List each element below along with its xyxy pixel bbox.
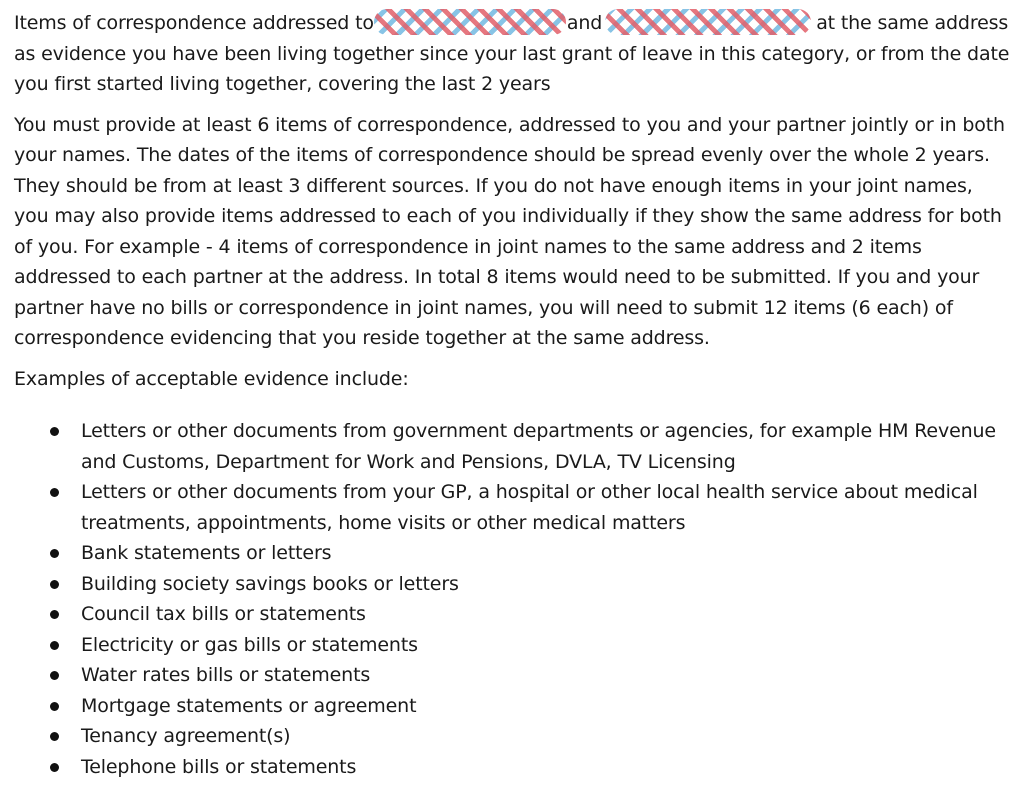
bullet-icon xyxy=(50,671,59,680)
evidence-list xyxy=(14,416,1010,782)
redacted-name-2 xyxy=(605,9,811,35)
bullet-icon xyxy=(50,488,59,497)
bullet-icon xyxy=(50,427,59,436)
list-item xyxy=(81,721,1010,752)
bullet-icon xyxy=(50,580,59,589)
list-item xyxy=(81,477,1010,538)
heading-text-start: Items of correspondence addressed to xyxy=(14,12,374,34)
list-item xyxy=(81,538,1010,569)
list-item-text: Electricity or gas bills or statements xyxy=(81,633,418,656)
list-item-text: Council tax bills or statements xyxy=(81,603,366,625)
list-item-text: Mortgage statements or agreement xyxy=(81,694,417,717)
bullet-icon xyxy=(50,732,59,741)
bullet-icon xyxy=(50,763,59,772)
list-item xyxy=(81,569,1010,600)
heading-text-end: at the same address as evidence you have been living together since your last grant of leave in this category, or from the date you first started living together, covering the last 2 years xyxy=(14,12,1010,95)
examples-intro: Examples of acceptable evidence include: xyxy=(14,367,409,390)
correspondence-heading xyxy=(14,8,1010,100)
bullet-icon xyxy=(50,549,59,558)
list-item-text: Water rates bills or statements xyxy=(81,664,371,686)
bullet-icon xyxy=(50,610,59,619)
list-item-text: Telephone bills or statements xyxy=(81,755,357,778)
redacted-name-1 xyxy=(374,9,566,35)
list-item-text: Tenancy agreement(s) xyxy=(81,725,291,747)
list-item xyxy=(81,752,1010,783)
bullet-icon xyxy=(50,641,59,650)
list-item xyxy=(81,630,1010,661)
bullet-icon xyxy=(50,702,59,711)
list-item-text: Letters or other documents from government departments or agencies, for example HM Revenue and Customs, Department for Work and Pensions, DVLA, TV Licensing xyxy=(81,420,996,473)
heading-text-and: and xyxy=(566,12,603,34)
list-item xyxy=(81,599,1010,630)
list-item xyxy=(81,660,1010,691)
requirements-paragraph: You must provide at least 6 items of correspondence, addressed to you and your partner jointly or in both your names. The dates of the items of correspondence should be spread evenly over the whole 2 years. They should be from at least 3 different sources. If you do not have enough items in your joint names, you may also provide items addressed to each of you individually if they show the same address for both of you. For example - 4 items of correspondence in joint names to the same address and 2 items addressed to each partner at the address. In total 8 items would need to be submitted. If you and your partner have no bills or correspondence in joint names, you will need to submit 12 items (6 each) of correspondence evidencing that you reside together at the same address. xyxy=(14,113,1005,349)
list-item-text: Building society savings books or letters xyxy=(81,572,459,595)
list-item xyxy=(81,416,1010,477)
list-item-text: Bank statements or letters xyxy=(81,542,332,564)
list-item-text: Letters or other documents from your GP, a hospital or other local health service about medical treatments, appointments, home visits or other medical matters xyxy=(81,481,978,534)
list-item xyxy=(81,691,1010,722)
